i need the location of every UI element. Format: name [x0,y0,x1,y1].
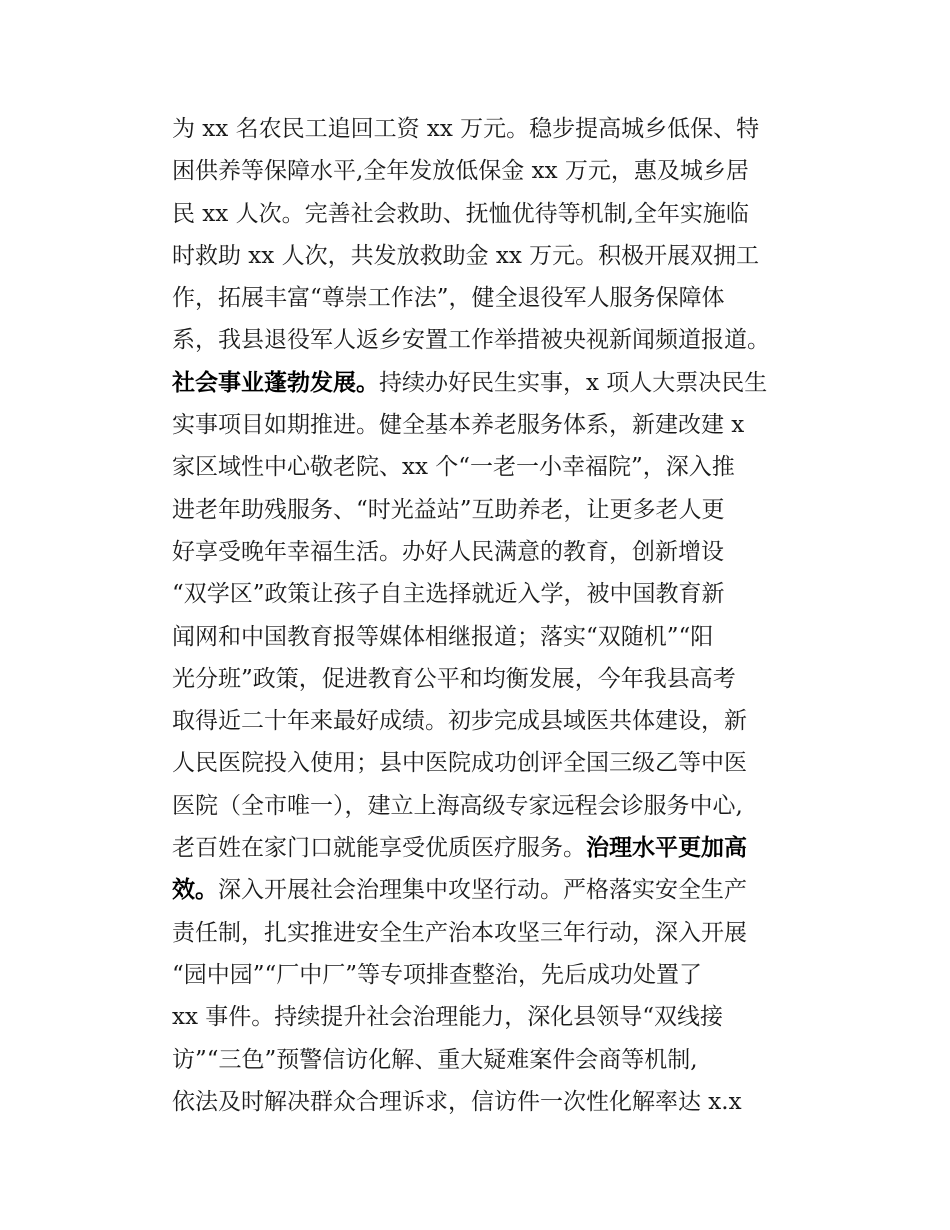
text-segment: 责任制，扎实推进安全生产治本攻坚三年行动，深入开展 [172,919,747,946]
text-segment: 深入开展社会治理集中攻坚行动。严格落实安全生产 [218,877,747,904]
text-segment: 访”“三色”预警信访化解、重大疑难案件会商等机制, [172,1046,698,1073]
text-segment: 闻网和中国教育报等媒体相继报道；落实“双随机”“阳 [172,623,714,650]
text-line [172,573,812,615]
text-segment: 老百姓在家门口就能享受优质医疗服务。 [172,835,586,862]
text-line [172,1081,812,1123]
text-line [172,404,812,446]
text-line [172,108,812,150]
text-line [172,446,812,488]
text-line [172,277,812,319]
text-segment: 系，我县退役军人返乡安置工作举措被央视新闻频道报道。 [172,327,770,354]
text-segment: 依法及时解决群众合理诉求，信访件一次性化解率达 x.x [172,1088,742,1115]
section-heading: 治理水平更加高 [586,835,747,862]
text-segment: 持续办好民生实事，x 项人大票决民生 [379,369,768,396]
section-heading: 社会事业蓬勃发展。 [172,369,379,396]
text-line [172,785,812,827]
text-line [172,869,812,911]
text-segment: 取得近二十年来最好成绩。初步完成县域医共体建设，新 [172,708,747,735]
body-text [172,108,812,1123]
text-segment: 为 xx 名农民工追回工资 xx 万元。稳步提高城乡低保、特 [172,116,760,142]
text-line [172,742,812,784]
text-line [172,489,812,531]
text-line [172,616,812,658]
text-segment: 实事项目如期推进。健全基本养老服务体系，新建改建 x [172,412,745,439]
text-line [172,319,812,361]
text-segment: 进老年助残服务、“时光益站”互助养老，让更多老人更 [172,496,725,523]
text-segment: xx 事件。持续提升社会治理能力，深化县领导“双线接 [172,1004,724,1031]
text-line [172,912,812,954]
text-segment: 家区域性中心敬老院、xx 个“一老一小幸福院”，深入推 [172,454,735,481]
text-line [172,362,812,404]
text-line [172,954,812,996]
text-segment: 时救助 xx 人次，共发放救助金 xx 万元。积极开展双拥工 [172,242,760,269]
text-line [172,827,812,869]
text-line [172,996,812,1038]
text-line [172,531,812,573]
text-line [172,235,812,277]
text-segment: 人民医院投入使用；县中医院成功创评全国三级乙等中医 [172,750,747,777]
text-segment: 民 xx 人次。完善社会救助、抚恤优待等机制,全年实施临 [172,200,749,227]
text-line [172,700,812,742]
text-segment: 好享受晚年幸福生活。办好人民满意的教育，创新增设 [172,538,724,565]
text-line [172,658,812,700]
text-line [172,150,812,192]
text-segment: 医院（全市唯一），建立上海高级专家远程会诊服务中心, [172,792,743,819]
text-segment: “园中园”“厂中厂”等专项排查整治，先后成功处置了 [172,961,703,988]
text-line [172,1039,812,1081]
text-line [172,193,812,235]
text-segment: 困供养等保障水平,全年发放低保金 xx 万元，惠及城乡居 [172,158,749,185]
text-segment: 作，拓展丰富“尊崇工作法”，健全退役军人服务保障体 [172,285,725,312]
text-segment: “双学区”政策让孩子自主选择就近入学，被中国教育新 [172,581,725,608]
section-heading: 效。 [172,877,218,904]
text-segment: 光分班”政策，促进教育公平和均衡发展，今年我县高考 [172,665,736,692]
